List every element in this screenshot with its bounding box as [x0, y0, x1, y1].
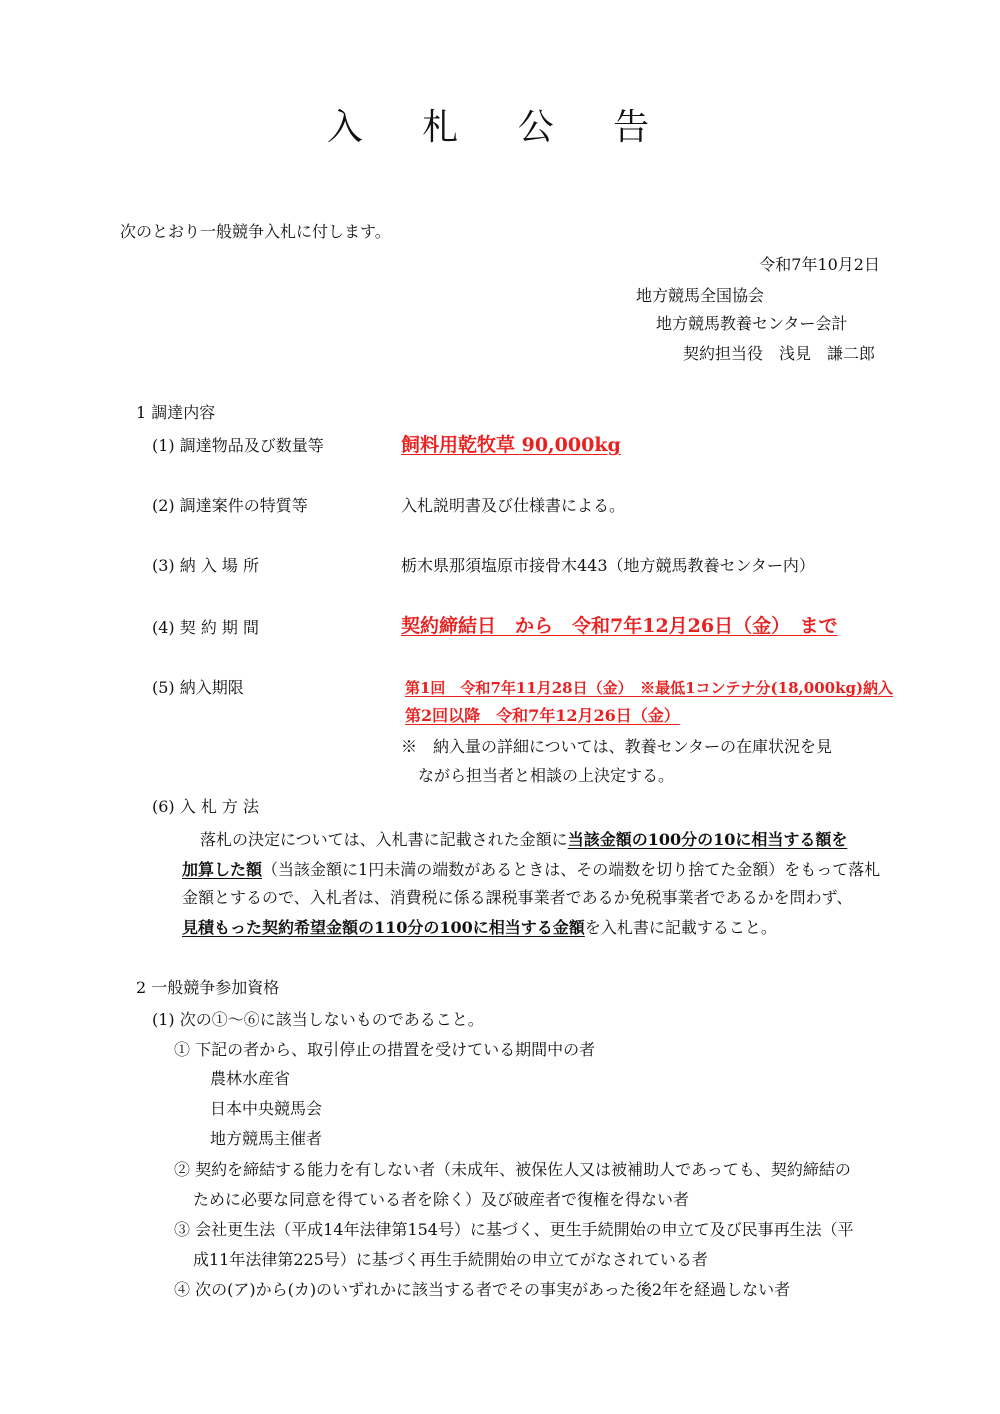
page-title: 入 札 公 告 [326, 107, 674, 148]
method-label: (6) 入 札 方 法 [152, 797, 260, 816]
disq-item3-line2: 成11年法律第225号）に基づく再生手続開始の申立てがなされている者 [193, 1250, 708, 1269]
section2-sub1: (1) 次の①～⑥に該当しないものであること。 [152, 1010, 484, 1029]
issuer-officer: 契約担当役 浅見 謙二郎 [683, 344, 876, 363]
item1-value: 飼料用乾牧草 90,000kg [401, 434, 621, 456]
method-line3: 金額とするので、入札者は、消費税に係る課税事業者であるか免税事業者であるかを問わず、 [182, 888, 853, 907]
disq-item1: ① 下記の者から、取引停止の措置を受けている期間中の者 [174, 1040, 596, 1059]
item1-label: (1) 調達物品及び数量等 [152, 436, 324, 455]
item5-label: (5) 納入期限 [152, 678, 244, 697]
disq-item3-line1: ③ 会社更生法（平成14年法律第154号）に基づく、更生手続開始の申立て及び民事再生法（平 [174, 1220, 854, 1239]
item3-label: (3) 納 入 場 所 [152, 556, 260, 575]
section1-heading: 1 調達内容 [136, 403, 216, 422]
org-local-racing: 地方競馬主催者 [210, 1129, 323, 1148]
item3-value: 栃木県那須塩原市接骨木443（地方競馬教養センター内） [401, 556, 815, 575]
disq-item4: ④ 次の(ア)から(カ)のいずれかに該当する者でその事実があった後2年を経過しない者 [174, 1280, 791, 1299]
notice-date: 令和7年10月2日 [759, 255, 880, 274]
item5-note-line1: ※ 納入量の詳細については、教養センターの在庫状況を見 [401, 737, 833, 756]
method-line4: 見積もった契約希望金額の110分の100に相当する金額を入札書に記載すること。 [182, 918, 777, 937]
method-line1: 落札の決定については、入札書に記載された金額に当該金額の100分の10に相当する額を [200, 830, 848, 849]
item2-value: 入札説明書及び仕様書による。 [401, 496, 626, 515]
issuer-dept: 地方競馬教養センター会計 [656, 314, 848, 333]
method-line2: 加算した額（当該金額に1円未満の端数があるときは、その端数を切り捨てた金額）をもって落札 [182, 860, 881, 879]
item5-note-line2: ながら担当者と相談の上決定する。 [418, 766, 675, 785]
item4-label: (4) 契 約 期 間 [152, 618, 260, 637]
org-jra: 日本中央競馬会 [210, 1099, 323, 1118]
item5-delivery1: 第1回 令和7年11月28日（金） ※最低1コンテナ分(18,000kg)納入 [405, 679, 894, 697]
item4-value: 契約締結日 から 令和7年12月26日（金） まで [401, 615, 838, 637]
item2-label: (2) 調達案件の特質等 [152, 496, 308, 515]
disq-item2-line1: ② 契約を締結する能力を有しない者（未成年、被保佐人又は被補助人であっても、契約締結の [174, 1160, 851, 1179]
intro-text: 次のとおり一般競争入札に付します。 [120, 222, 391, 241]
org-maff: 農林水産省 [210, 1069, 291, 1088]
section2-heading: 2 一般競争参加資格 [136, 978, 280, 997]
disq-item2-line2: ために必要な同意を得ている者を除く）及び破産者で復権を得ない者 [193, 1190, 690, 1209]
issuer-org: 地方競馬全国協会 [636, 286, 765, 305]
item5-delivery2: 第2回以降 令和7年12月26日（金） [405, 706, 680, 725]
